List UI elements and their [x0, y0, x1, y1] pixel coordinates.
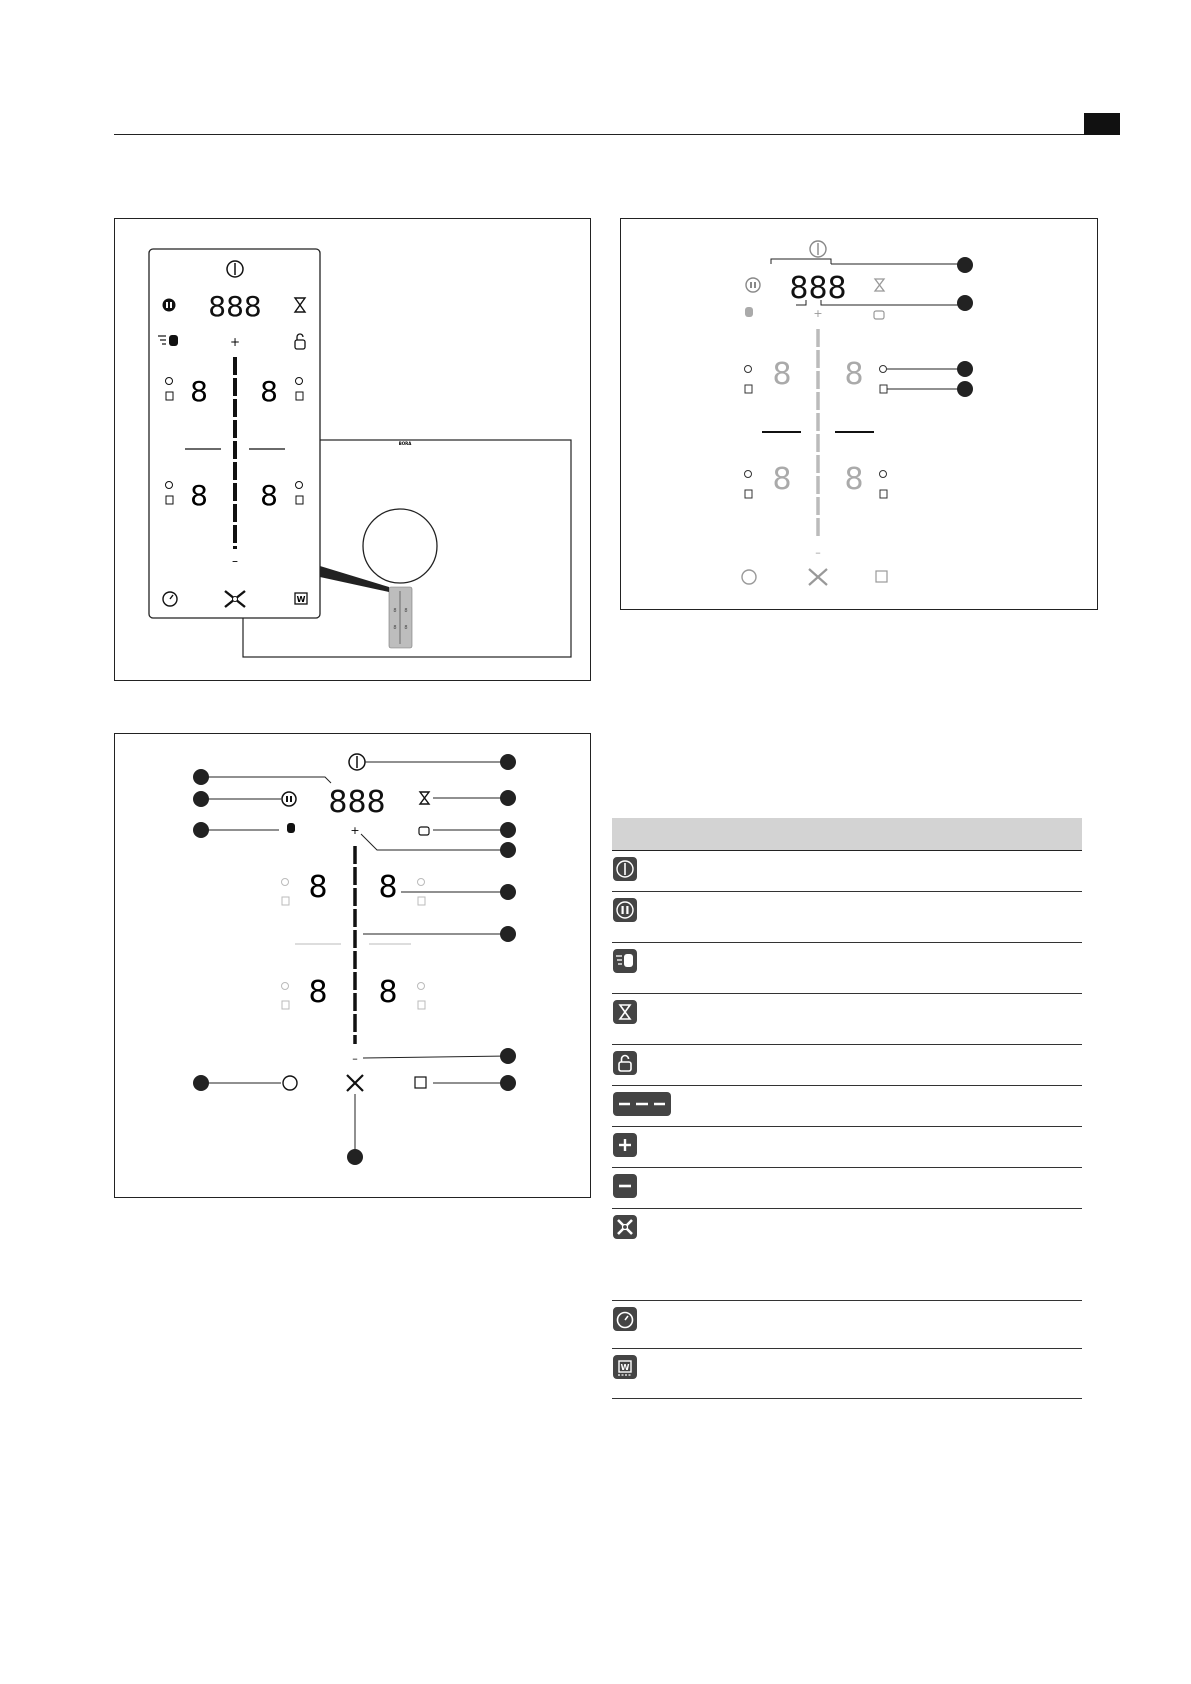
pause-icon: [163, 299, 176, 312]
zone-display-rear-right: 8: [844, 462, 864, 497]
symbol-row-fan: [612, 1209, 1082, 1301]
zone-display-rear-right: 8: [260, 479, 278, 512]
fan-icon: [613, 1215, 637, 1239]
timer-display: 888: [328, 785, 386, 820]
callout-marker: [193, 769, 209, 785]
lock-icon: [419, 827, 429, 835]
brand-label: BORA: [398, 441, 412, 446]
symbol-row-filter: [612, 1349, 1082, 1399]
symbol-row-minus: [612, 1168, 1082, 1209]
figure-callouts-frame: [114, 733, 591, 1198]
dashes-icon: [613, 1092, 671, 1116]
filter-icon: [613, 1355, 637, 1379]
pause-icon: [746, 278, 760, 292]
callout-marker: [500, 790, 516, 806]
hand-wipe-icon: [745, 307, 753, 317]
symbol-row-plus: [612, 1127, 1082, 1168]
zone-display-front-left: 8: [190, 375, 208, 408]
fan-icon: [809, 569, 827, 585]
svg-text:W: W: [620, 1363, 630, 1372]
zone-display-front-right: 8: [378, 870, 398, 905]
hand-wipe-icon: [287, 823, 295, 833]
zone-display-front-left: 8: [308, 870, 328, 905]
callout-marker: [347, 1149, 363, 1165]
plus-icon: [613, 1133, 637, 1157]
callout-marker: [957, 381, 973, 397]
svg-text:8: 8: [404, 608, 408, 614]
symbol-row-wipe: [612, 943, 1082, 994]
svg-text:W: W: [296, 595, 306, 604]
slider-minus: –: [232, 554, 238, 568]
power-icon: [613, 857, 637, 881]
slider-minus: –: [352, 1052, 358, 1065]
callout-marker: [193, 791, 209, 807]
zone-display-rear-left: 8: [190, 479, 208, 512]
timer-icon: [283, 1076, 297, 1090]
lock-icon: [613, 1051, 637, 1075]
slider-plus: +: [229, 335, 241, 349]
filter-icon: [415, 1077, 426, 1088]
svg-text:8: 8: [393, 608, 397, 614]
symbol-row-power: [612, 851, 1082, 892]
timer-display: 888: [789, 271, 847, 306]
symbol-row-lock: [612, 1045, 1082, 1086]
svg-text:8: 8: [404, 625, 408, 631]
timer-icon: [613, 1307, 637, 1331]
callout-marker: [500, 822, 516, 838]
zone-display-rear-right: 8: [378, 975, 398, 1010]
slider-plus: +: [350, 824, 360, 837]
callout-marker: [500, 754, 516, 770]
filter-icon: [876, 571, 887, 582]
zone-display-front-left: 8: [772, 357, 792, 392]
timer-display: 888: [208, 290, 262, 323]
callout-marker: [193, 822, 209, 838]
callout-marker: [500, 926, 516, 942]
slider-plus: +: [813, 307, 823, 320]
hourglass-icon: [875, 279, 884, 291]
symbol-row-timer: [612, 1301, 1082, 1349]
figure-zones-frame: [620, 218, 1098, 610]
callout-marker: [500, 884, 516, 900]
callout-marker: [500, 842, 516, 858]
lock-icon: [874, 311, 884, 319]
figure-hob-frame: [114, 218, 591, 681]
callout-marker: [500, 1075, 516, 1091]
zone-display-rear-left: 8: [308, 975, 328, 1010]
zone-display-front-right: 8: [844, 357, 864, 392]
timer-icon: [742, 570, 756, 584]
callout-marker: [500, 1048, 516, 1064]
callout-marker: [193, 1075, 209, 1091]
pause-icon: [613, 898, 637, 922]
callout-marker: [957, 295, 973, 311]
minus-icon: [613, 1174, 637, 1198]
zone-display-rear-left: 8: [772, 462, 792, 497]
symbol-table-header: [612, 818, 1082, 851]
svg-text:8: 8: [393, 625, 397, 631]
symbol-row-pause: [612, 892, 1082, 943]
hand-wipe-icon: [613, 949, 637, 973]
symbol-row-dashes: [612, 1086, 1082, 1127]
fan-icon: [347, 1075, 363, 1091]
callout-marker: [957, 361, 973, 377]
pause-icon: [282, 792, 296, 806]
callout-marker: [957, 257, 973, 273]
hourglass-icon: [420, 792, 429, 804]
zone-display-front-right: 8: [260, 375, 278, 408]
page-tab-marker: [1084, 113, 1120, 135]
symbol-table: [612, 818, 1082, 1399]
hob-extractor-circle: [363, 509, 437, 583]
slider-minus: –: [815, 546, 821, 559]
hob-control-strip: [389, 587, 412, 648]
symbol-row-timer-hourglass: [612, 994, 1082, 1045]
filter-icon: [295, 593, 307, 604]
header-rule: [114, 134, 1120, 135]
hourglass-icon: [613, 1000, 637, 1024]
